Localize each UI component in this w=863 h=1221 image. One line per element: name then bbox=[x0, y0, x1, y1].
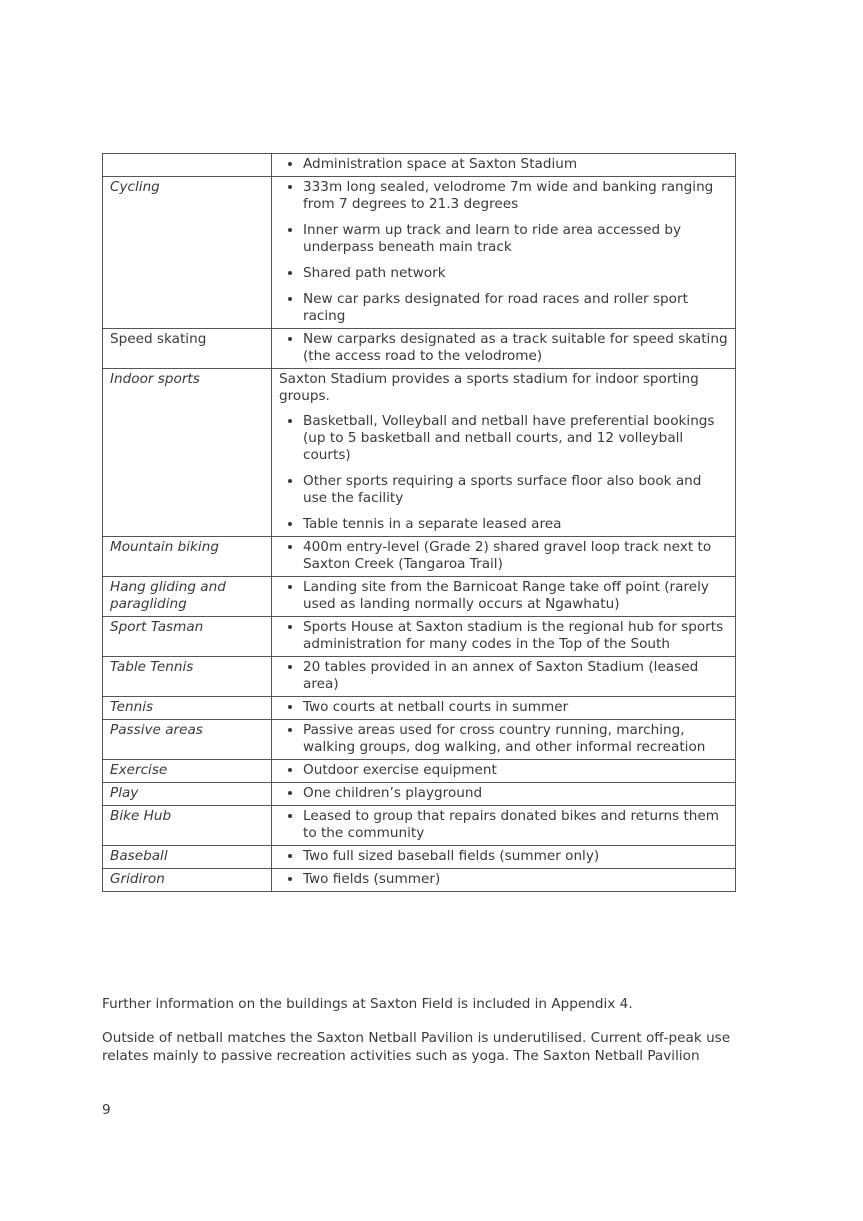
bullet-list bbox=[279, 179, 728, 325]
bullet-list bbox=[279, 413, 728, 533]
bullet-item: • 333m long sealed, velodrome 7m wide and banking ranging from 7 degrees to 21.3 degrees bbox=[303, 179, 728, 213]
category-cell: Indoor sports bbox=[103, 369, 272, 537]
table-row bbox=[103, 369, 736, 537]
category-cell bbox=[103, 154, 272, 177]
table-body bbox=[103, 154, 736, 892]
bullet-list bbox=[279, 808, 728, 842]
bullet-item: • Passive areas used for cross country running, marching, walking groups, dog walking, and other informal recreation bbox=[303, 722, 728, 756]
bullet-item: • 400m entry-level (Grade 2) shared gravel loop track next to Saxton Creek (Tangaroa Trail) bbox=[303, 539, 728, 573]
table-row bbox=[103, 329, 736, 369]
facilities-cell bbox=[272, 869, 736, 892]
table-row bbox=[103, 846, 736, 869]
bullet-list bbox=[279, 539, 728, 573]
facilities-cell bbox=[272, 177, 736, 329]
table-row bbox=[103, 657, 736, 697]
bullet-item: • Leased to group that repairs donated bikes and returns them to the community bbox=[303, 808, 728, 842]
bullet-item: • One children’s playground bbox=[303, 785, 728, 802]
bullet-item: • New carparks designated as a track suitable for speed skating (the access road to the velodrome) bbox=[303, 331, 728, 365]
bullet-list bbox=[279, 579, 728, 613]
facilities-cell bbox=[272, 806, 736, 846]
bullet-list bbox=[279, 848, 728, 865]
facilities-cell bbox=[272, 329, 736, 369]
category-cell: Passive areas bbox=[103, 720, 272, 760]
page-number: 9 bbox=[102, 1102, 111, 1118]
bullet-item: • Outdoor exercise equipment bbox=[303, 762, 728, 779]
paragraph-appendix: Further information on the buildings at Saxton Field is included in Appendix 4. bbox=[102, 996, 633, 1012]
category-cell: Gridiron bbox=[103, 869, 272, 892]
facilities-cell bbox=[272, 537, 736, 577]
facilities-cell bbox=[272, 783, 736, 806]
table-row bbox=[103, 720, 736, 760]
cell-intro-text: Saxton Stadium provides a sports stadium for indoor sporting groups. bbox=[279, 371, 699, 404]
table-row bbox=[103, 177, 736, 329]
bullet-list bbox=[279, 871, 728, 888]
bullet-item: • Shared path network bbox=[303, 265, 728, 282]
category-cell: Mountain biking bbox=[103, 537, 272, 577]
bullet-item: • Two courts at netball courts in summer bbox=[303, 699, 728, 716]
table-row bbox=[103, 154, 736, 177]
table-row bbox=[103, 869, 736, 892]
bullet-item: • Sports House at Saxton stadium is the regional hub for sports administration for many codes in the Top of the South bbox=[303, 619, 728, 653]
bullet-item: • New car parks designated for road races and roller sport racing bbox=[303, 291, 728, 325]
bullet-item: • 20 tables provided in an annex of Saxton Stadium (leased area) bbox=[303, 659, 728, 693]
bullet-list bbox=[279, 785, 728, 802]
facilities-cell bbox=[272, 697, 736, 720]
bullet-list bbox=[279, 659, 728, 693]
category-cell: Speed skating bbox=[103, 329, 272, 369]
category-cell: Bike Hub bbox=[103, 806, 272, 846]
category-cell: Table Tennis bbox=[103, 657, 272, 697]
table-row bbox=[103, 806, 736, 846]
category-cell: Baseball bbox=[103, 846, 272, 869]
facilities-cell bbox=[272, 617, 736, 657]
bullet-list bbox=[279, 331, 728, 365]
facilities-cell bbox=[272, 154, 736, 177]
bullet-list bbox=[279, 156, 728, 173]
table-row bbox=[103, 577, 736, 617]
bullet-item: • Two fields (summer) bbox=[303, 871, 728, 888]
category-cell: Exercise bbox=[103, 760, 272, 783]
bullet-item: • Table tennis in a separate leased area bbox=[303, 516, 728, 533]
bullet-item: • Two full sized baseball fields (summer only) bbox=[303, 848, 728, 865]
category-cell: Sport Tasman bbox=[103, 617, 272, 657]
bullet-item: • Basketball, Volleyball and netball have preferential bookings (up to 5 basketball and netball courts, and 12 volleyball courts) bbox=[303, 413, 728, 464]
bullet-list bbox=[279, 619, 728, 653]
facilities-cell bbox=[272, 577, 736, 617]
facilities-cell bbox=[272, 657, 736, 697]
facilities-cell bbox=[272, 720, 736, 760]
bullet-item: • Administration space at Saxton Stadium bbox=[303, 156, 728, 173]
facilities-table bbox=[102, 153, 736, 892]
table-row bbox=[103, 617, 736, 657]
table-row bbox=[103, 760, 736, 783]
paragraph-netball-pavilion: Outside of netball matches the Saxton Netball Pavilion is underutilised. Current off-peak use relates mainly to passive recreation activities such as yoga. The Saxton Netball Pavilion bbox=[102, 1030, 731, 1064]
bullet-list bbox=[279, 722, 728, 756]
category-cell: Cycling bbox=[103, 177, 272, 329]
bullet-item: • Landing site from the Barnicoat Range take off point (rarely used as landing normally occurs at Ngawhatu) bbox=[303, 579, 728, 613]
category-cell: Play bbox=[103, 783, 272, 806]
facilities-cell bbox=[272, 846, 736, 869]
category-cell: Hang gliding and paragliding bbox=[103, 577, 272, 617]
facilities-cell bbox=[272, 369, 736, 537]
category-cell: Tennis bbox=[103, 697, 272, 720]
table-row bbox=[103, 697, 736, 720]
table-row bbox=[103, 537, 736, 577]
bullet-list bbox=[279, 699, 728, 716]
bullet-item: • Other sports requiring a sports surface floor also book and use the facility bbox=[303, 473, 728, 507]
facilities-cell bbox=[272, 760, 736, 783]
bullet-item: • Inner warm up track and learn to ride area accessed by underpass beneath main track bbox=[303, 222, 728, 256]
bullet-list bbox=[279, 762, 728, 779]
table-row bbox=[103, 783, 736, 806]
